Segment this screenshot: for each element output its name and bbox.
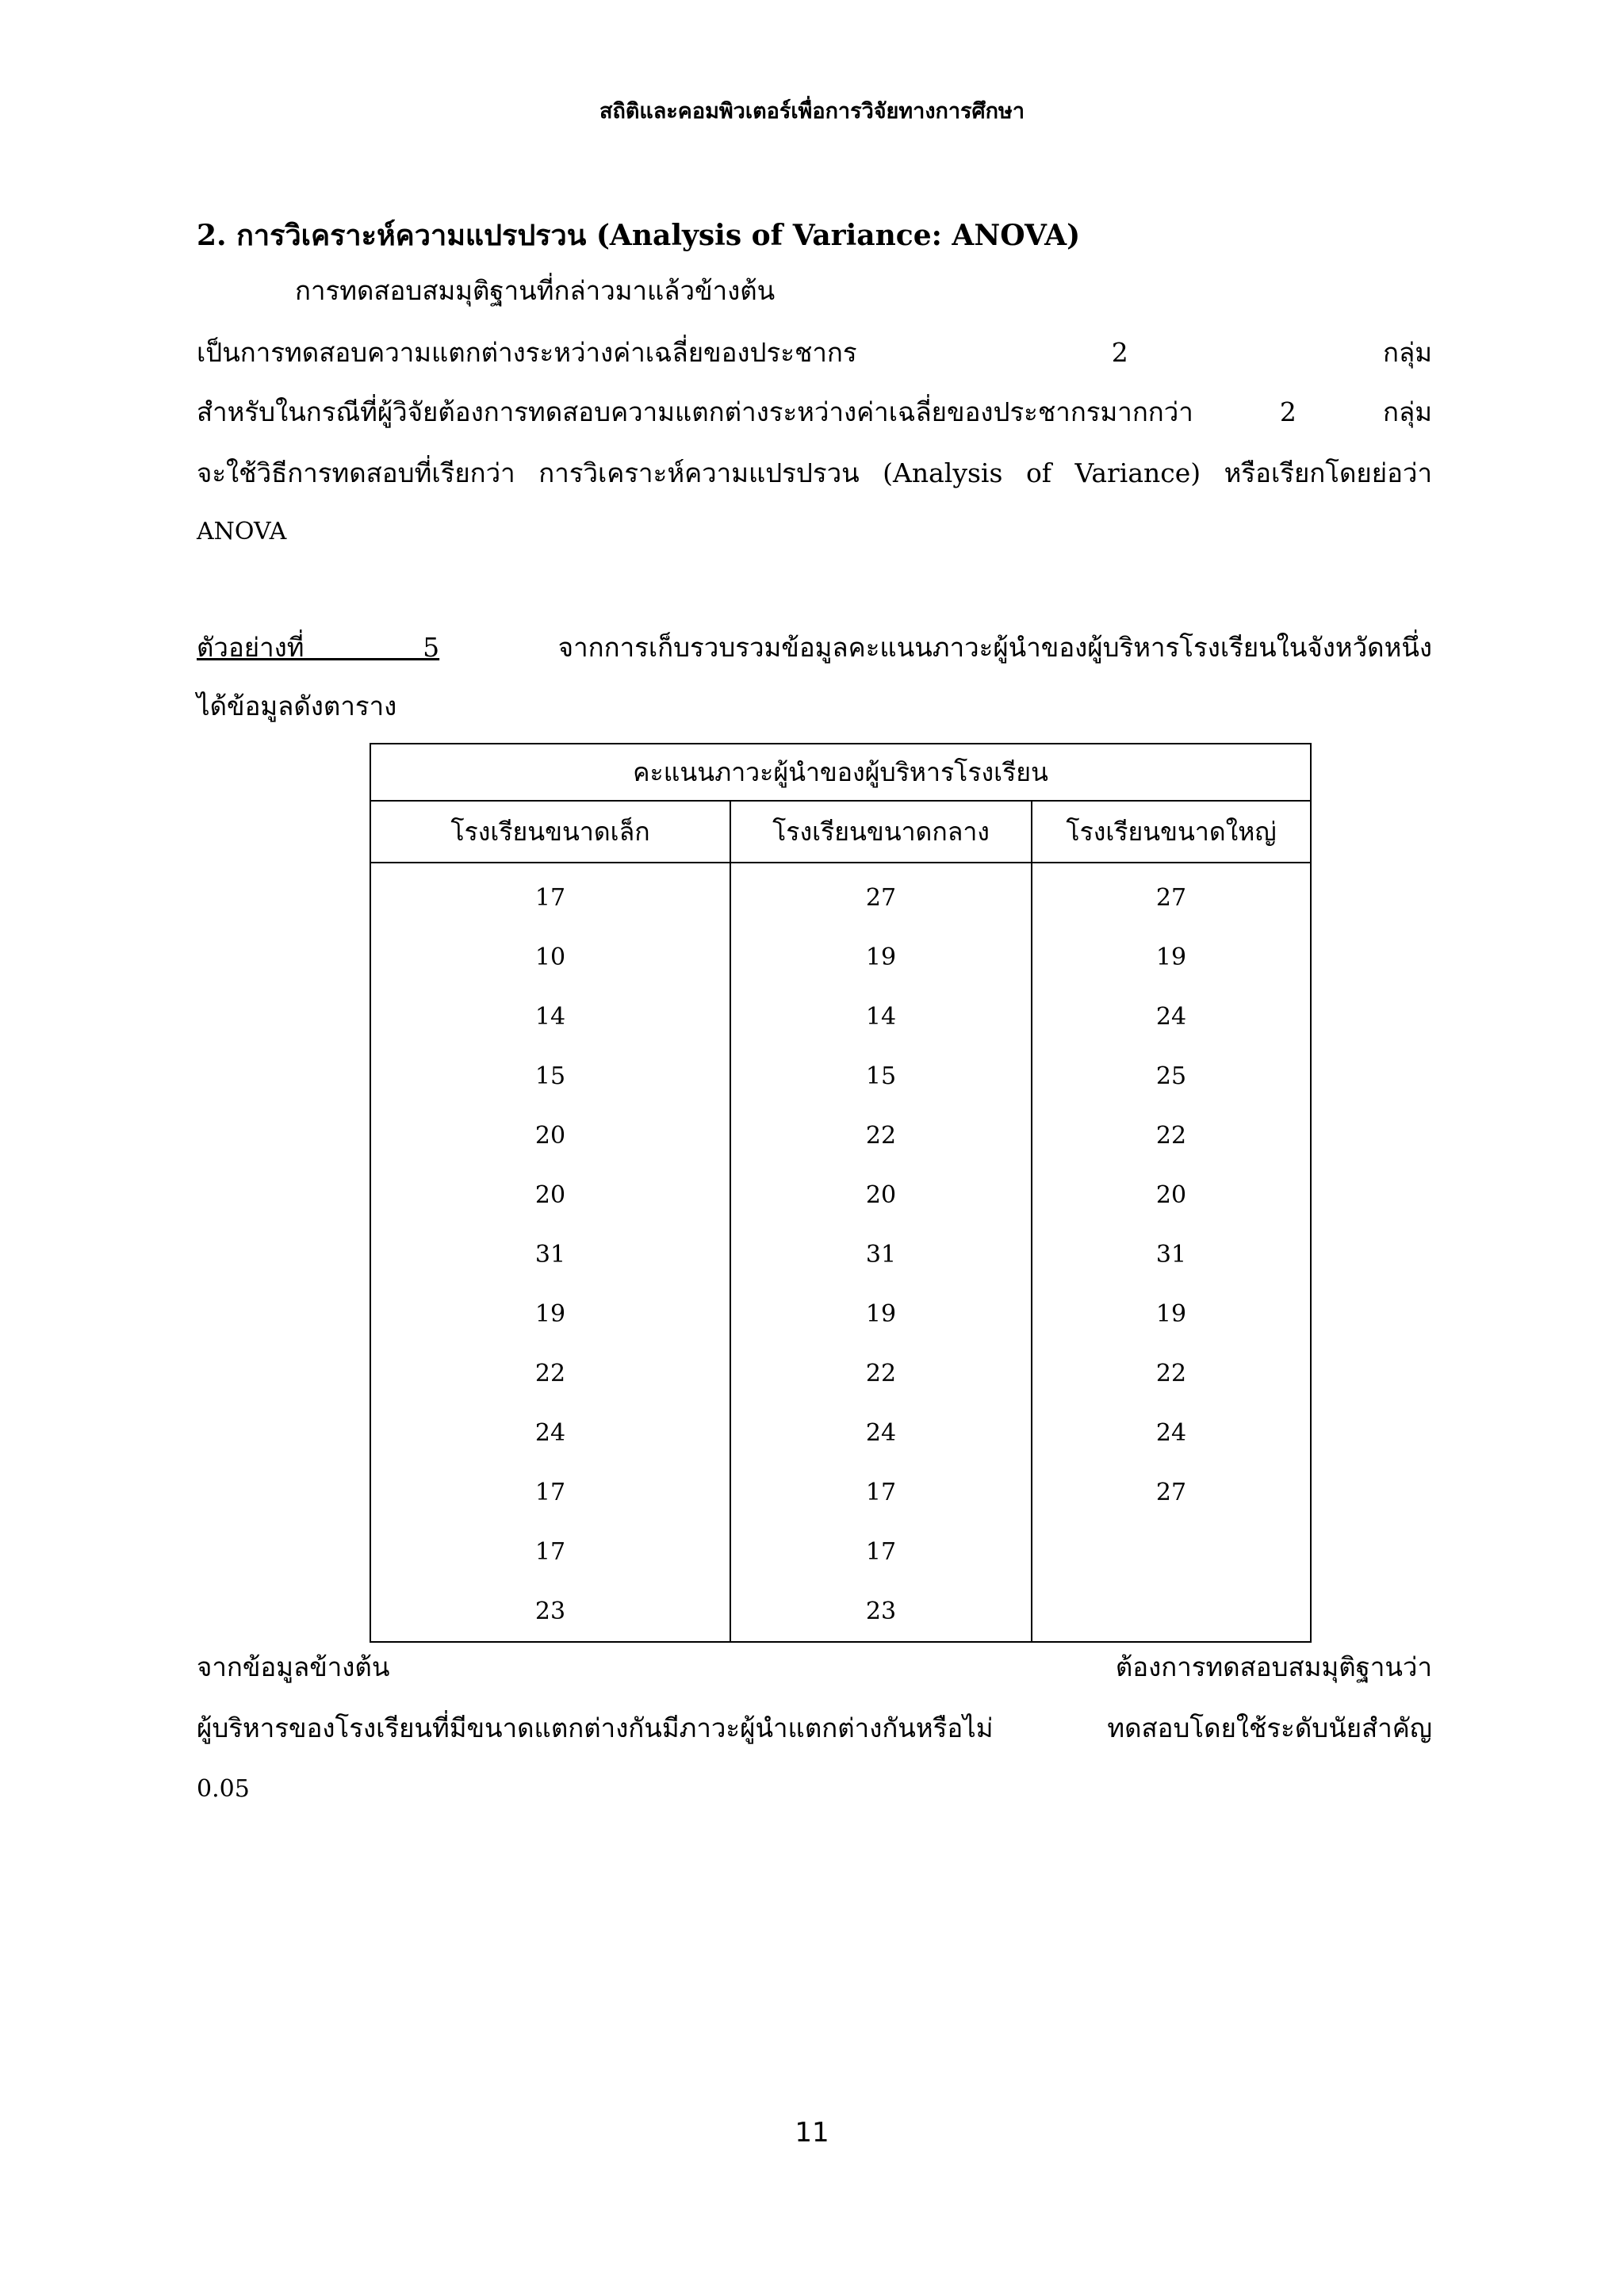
table-cell: 19 xyxy=(1032,928,1311,987)
table-cell: 20 xyxy=(370,1165,730,1225)
table-cell: 17 xyxy=(730,1463,1032,1522)
table-cell: 27 xyxy=(1032,863,1311,928)
table-cell: 10 xyxy=(370,928,730,987)
table-row xyxy=(370,1463,1311,1522)
table-cell: 24 xyxy=(730,1403,1032,1463)
table-cell xyxy=(1032,1582,1311,1642)
table-cell: 20 xyxy=(1032,1165,1311,1225)
table-cell: 19 xyxy=(730,1284,1032,1344)
column-header-medium-school: โรงเรียนขนาดกลาง xyxy=(730,801,1032,863)
paragraph-line: การทดสอบสมมุติฐานที่กล่าวมาแล้วข้างต้น xyxy=(295,275,776,306)
conclusion-line: 0.05 xyxy=(197,1775,250,1803)
table-cell: 14 xyxy=(730,987,1032,1047)
table-cell: 31 xyxy=(1032,1225,1311,1284)
table-row xyxy=(370,987,1311,1047)
table-cell: 17 xyxy=(730,1522,1032,1582)
table-cell: 27 xyxy=(730,863,1032,928)
table-body xyxy=(370,863,1311,1642)
table-cell: 31 xyxy=(730,1225,1032,1284)
table-cell: 14 xyxy=(370,987,730,1047)
table-row xyxy=(370,1403,1311,1463)
table-cell xyxy=(1032,1522,1311,1582)
table-cell: 19 xyxy=(1032,1284,1311,1344)
paragraph-line: ANOVA xyxy=(197,518,287,545)
table-cell: 17 xyxy=(370,1463,730,1522)
conclusion-line: ผู้บริหารของโรงเรียนที่มีขนาดแตกต่างกันมีภาวะผู้นำแตกต่างกันหรือไม่ ทดสอบโดยใช้ระดับนัยสำคัญ xyxy=(197,1712,1432,1743)
table-cell: 27 xyxy=(1032,1463,1311,1522)
table-cell: 22 xyxy=(370,1344,730,1403)
table-row xyxy=(370,1106,1311,1165)
table-row xyxy=(370,1165,1311,1225)
paragraph-line: เป็นการทดสอบความแตกต่างระหว่างค่าเฉลี่ยของประชากร 2 กลุ่ม xyxy=(197,337,1432,368)
table-cell: 22 xyxy=(730,1106,1032,1165)
example-intro xyxy=(197,632,1432,663)
table-row xyxy=(370,1225,1311,1284)
table-cell: 15 xyxy=(730,1047,1032,1106)
example-text-line-2: ได้ข้อมูลดังตาราง xyxy=(197,691,397,721)
table-row xyxy=(370,1047,1311,1106)
table-group-header: คะแนนภาวะผู้นำของผู้บริหารโรงเรียน xyxy=(370,744,1311,801)
table-cell: 22 xyxy=(730,1344,1032,1403)
table-row xyxy=(370,1522,1311,1582)
table-cell: 24 xyxy=(1032,987,1311,1047)
example-text: จากการเก็บรวบรวมข้อมูลคะแนนภาวะผู้นำของผู้บริหารโรงเรียนในจังหวัดหนึ่ง xyxy=(439,632,1432,663)
table-row xyxy=(370,863,1311,928)
table-cell: 24 xyxy=(1032,1403,1311,1463)
example-label: ตัวอย่างที่ 5 xyxy=(197,632,440,663)
conclusion-line: จากข้อมูลข้างต้น ต้องการทดสอบสมมุติฐานว่า xyxy=(197,1651,1432,1682)
table-cell: 19 xyxy=(730,928,1032,987)
paragraph-line: จะใช้วิธีการทดสอบที่เรียกว่า การวิเคราะห์ความแปรปรวน (Analysis of Variance) หรือเรียกโดยย่อว่า xyxy=(197,457,1432,488)
table-cell: 20 xyxy=(370,1106,730,1165)
table-cell: 24 xyxy=(370,1403,730,1463)
table-row xyxy=(370,1284,1311,1344)
table-row xyxy=(370,1582,1311,1642)
table-cell: 25 xyxy=(1032,1047,1311,1106)
table-row xyxy=(370,1344,1311,1403)
table-cell: 17 xyxy=(370,1522,730,1582)
paragraph-line: สำหรับในกรณีที่ผู้วิจัยต้องการทดสอบความแตกต่างระหว่างค่าเฉลี่ยของประชากรมากกว่า 2 กลุ่ม xyxy=(197,396,1432,427)
table-cell: 17 xyxy=(370,863,730,928)
table-cell: 20 xyxy=(730,1165,1032,1225)
scores-table xyxy=(370,743,1312,1643)
table-cell: 22 xyxy=(1032,1344,1311,1403)
column-header-small-school: โรงเรียนขนาดเล็ก xyxy=(370,801,730,863)
table-cell: 31 xyxy=(370,1225,730,1284)
scores-table-container xyxy=(370,743,1310,1634)
section-heading: 2. การวิเคราะห์ความแปรปรวน (Analysis of Variance: ANOVA) xyxy=(197,219,1081,252)
page-number: 11 xyxy=(795,2117,829,2149)
running-header: สถิติและคอมพิวเตอร์เพื่อการวิจัยทางการศึกษา xyxy=(599,99,1025,124)
table-cell: 23 xyxy=(730,1582,1032,1642)
table-row xyxy=(370,928,1311,987)
table-cell: 23 xyxy=(370,1582,730,1642)
table-cell: 22 xyxy=(1032,1106,1311,1165)
table-cell: 15 xyxy=(370,1047,730,1106)
column-header-large-school: โรงเรียนขนาดใหญ่ xyxy=(1032,801,1311,863)
table-cell: 19 xyxy=(370,1284,730,1344)
